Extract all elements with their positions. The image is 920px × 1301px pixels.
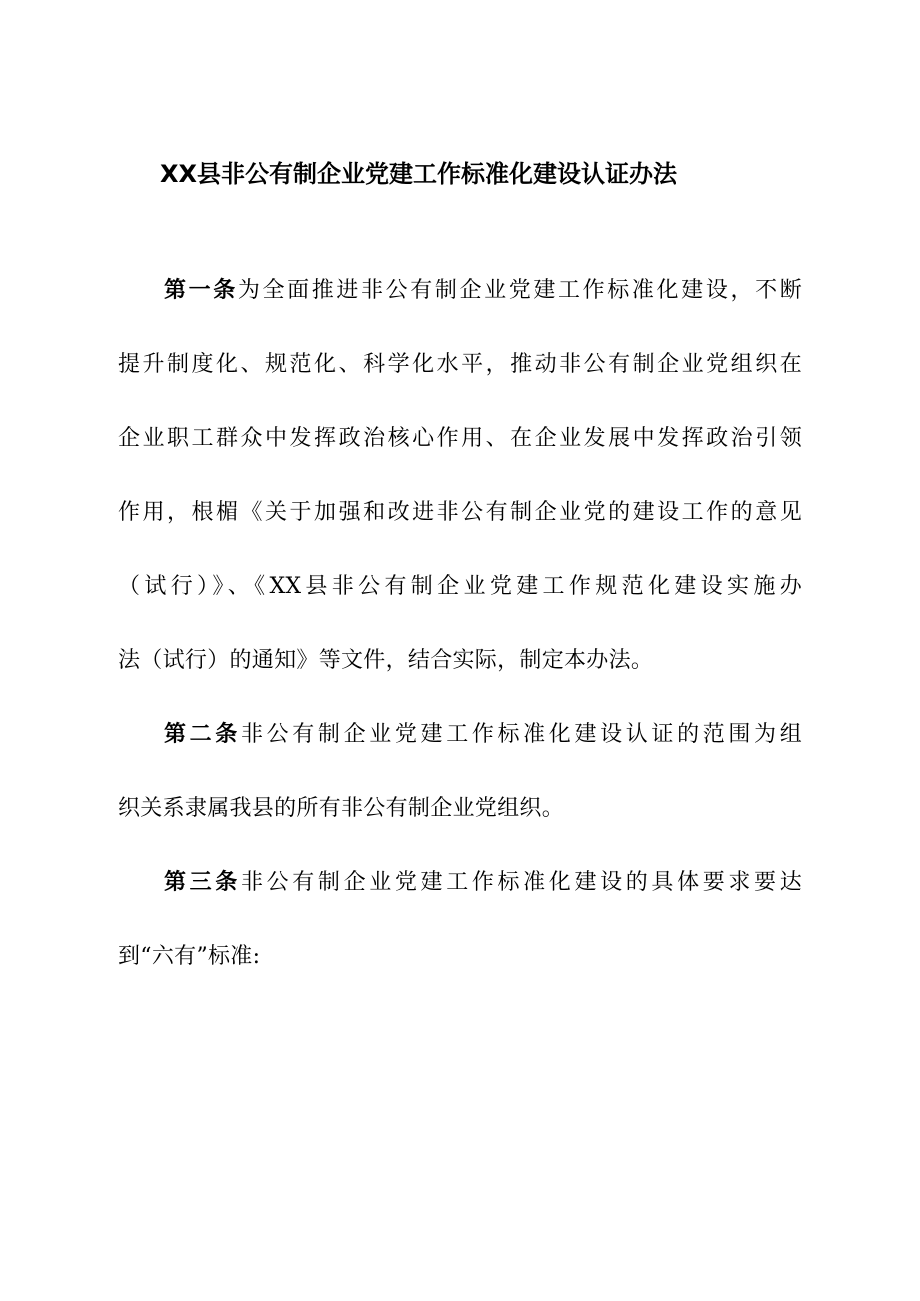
- article-1-line-3: 企业职工群众中发挥政治核心作用、在企业发展中发挥政治引领: [118, 426, 802, 451]
- article-1-line-1: 第一条为全面推进非公有制企业党建工作标准化建设，不断: [164, 278, 802, 303]
- article-2: [118, 698, 802, 846]
- article-3-line-1: 第三条非公有制企业党建工作标准化建设的具体要求要达: [164, 870, 802, 895]
- article-2-heading: 第二条: [164, 722, 241, 747]
- article-1-line-4: 作用，根楣《关于加强和改进非公有制企业党的建设工作的意见: [118, 500, 802, 525]
- article-2-line-2: 织关系隶属我县的所有非公有制企业党组织。: [118, 796, 565, 821]
- document-title: XX县非公有制企业党建工作标准化建设认证办法: [160, 160, 678, 188]
- article-3: [118, 846, 802, 994]
- article-1-heading: 第一条: [164, 278, 238, 303]
- article-1-line-5: （试行）》、《XX县非公有制企业党建工作规范化建设实施办: [118, 574, 802, 599]
- article-2-line-1: 第二条非公有制企业党建工作标准化建设认证的范围为组: [164, 722, 802, 747]
- article-3-line-2: 到“六有”标准:: [118, 944, 261, 969]
- article-1-line-2: 提升制度化、规范化、科学化水平，推动非公有制企业党组织在: [118, 352, 802, 377]
- document-body: [118, 254, 802, 994]
- article-1: [118, 254, 802, 698]
- article-3-heading: 第三条: [164, 870, 241, 895]
- article-1-line-6: 法（试行）的通知》等文件，结合实际，制定本办法。: [118, 648, 654, 673]
